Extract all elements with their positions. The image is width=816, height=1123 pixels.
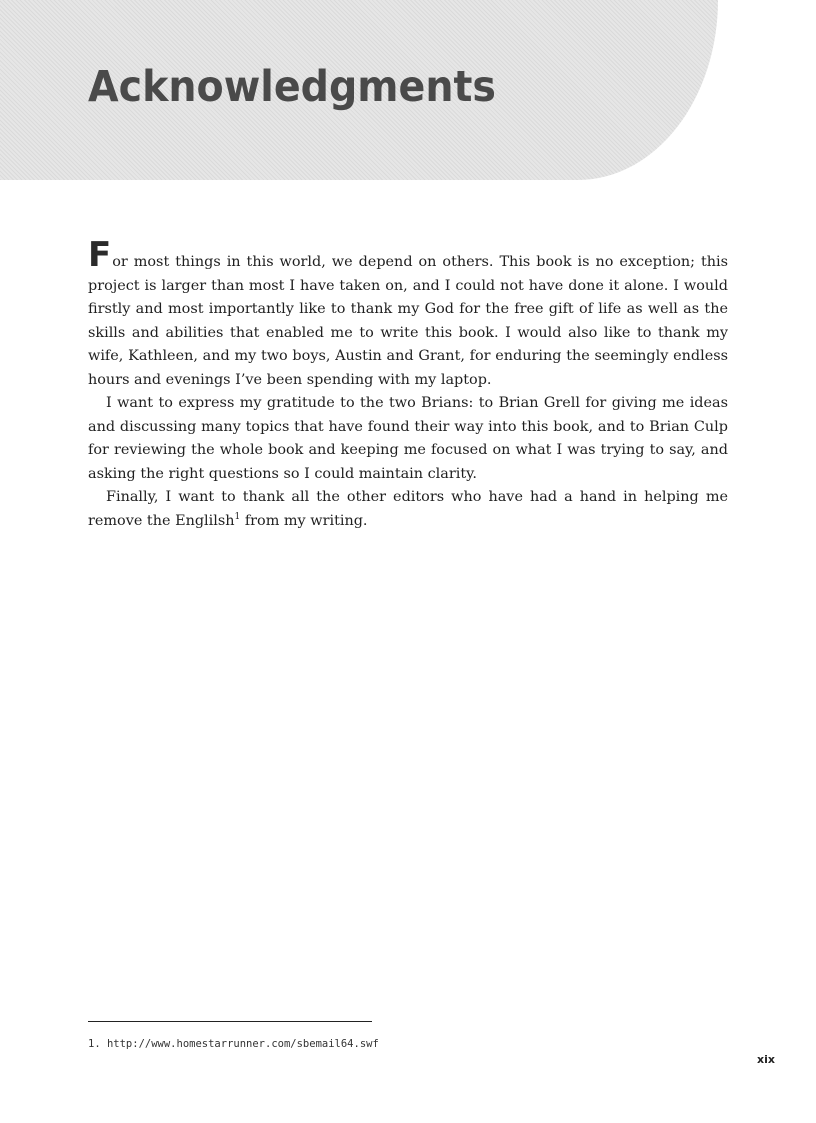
body-text (88, 235, 728, 533)
paragraph-3-text: Finally, I want to thank all the other editors who have had a hand in helping me remove the Englilsh (88, 489, 728, 529)
paragraph-2: I want to express my gratitude to the two Brians: to Brian Grell for giving me ideas and discussing many topics that have found their way into this book, and to Brian Culp for reviewing the whole book and keeping me focused on what I was trying to say, and asking the right questions so I could maintain clarity. (88, 395, 728, 482)
paragraph-1 (88, 235, 728, 392)
footnote: 1. http://www.homestarrunner.com/sbemail64.swf (88, 1038, 379, 1050)
chapter-title: Acknowledgments (88, 62, 496, 112)
paragraph-1-text: or most things in this world, we depend on others. This book is no exception; this project is larger than most I have taken on, and I could not have done it alone. I would firstly and most importantly like to thank my God for the free gift of life as well as the skills and abilities that enabled me to write this book. I would also like to thank my wife, Kathleen, and my two boys, Austin and Grant, for enduring the seemingly endless hours and evenings I’ve been spending with my laptop. (88, 254, 728, 388)
footnote-reference[interactable]: 1 (234, 511, 241, 522)
page-number: xix (757, 1053, 775, 1066)
footnote-divider (88, 1021, 372, 1022)
paragraph-3 (88, 486, 728, 533)
paragraph-3-ending: from my writing. (240, 512, 368, 529)
drop-cap: F (88, 235, 112, 275)
